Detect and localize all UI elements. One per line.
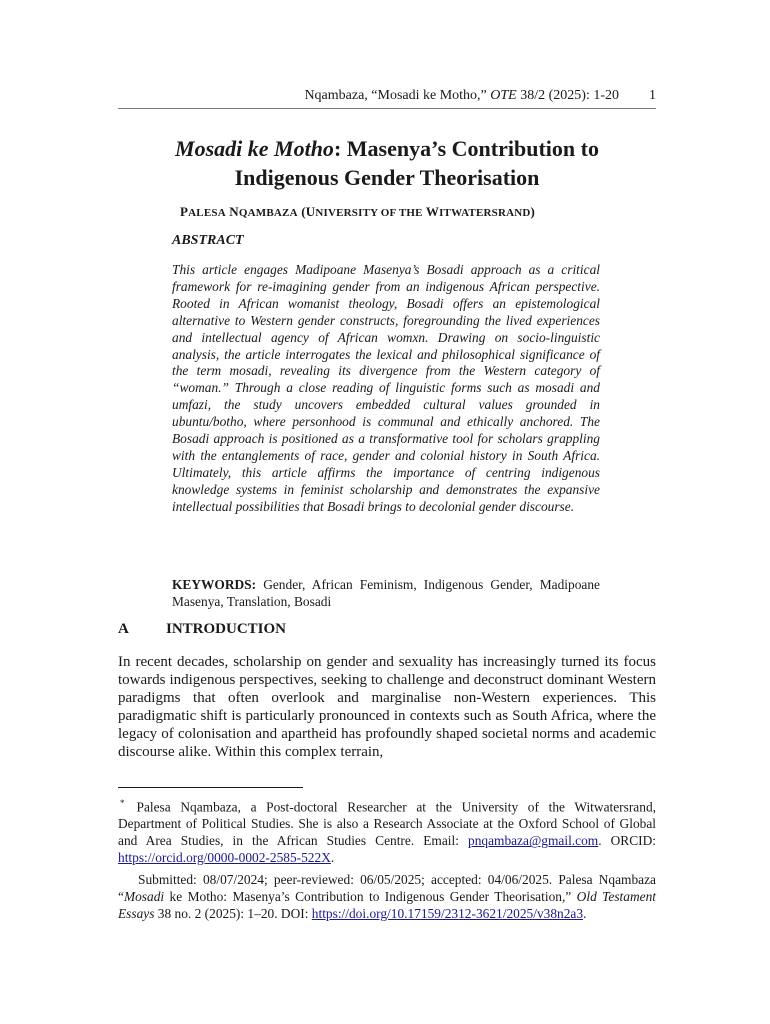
abstract-heading: ABSTRACT — [172, 233, 244, 248]
doi-link[interactable]: https://doi.org/10.17159/2312-3621/2025/v38n2a3 — [311, 906, 584, 921]
title-line1: : Masenya’s Contribution to — [333, 136, 599, 161]
title-italic: Mosadi ke Motho — [175, 136, 334, 161]
section-heading — [118, 621, 286, 638]
article-title — [118, 134, 656, 192]
footnote-mark: * — [120, 798, 125, 808]
page-number: 1 — [649, 88, 656, 103]
title-line2: Indigenous Gender Theorisation — [234, 165, 540, 190]
email-link[interactable]: pnqambaza@gmail.com — [468, 833, 599, 849]
running-head: Nqambaza, “Mosadi ke Motho,” OTE 38/2 (2025): 1-20 — [304, 88, 619, 103]
running-header — [118, 88, 656, 109]
section-title: INTRODUCTION — [166, 621, 287, 637]
author-line: PALESA NQAMBAZA (UNIVERSITY OF THE WITWATERSRAND) — [180, 204, 536, 219]
footnote-rule — [118, 787, 303, 788]
orcid-link[interactable]: https://orcid.org/0000-0002-2585-522X — [118, 850, 331, 866]
keywords-text: Gender, African Feminism, Indigenous Gender, Madipoane Masenya, Translation, Bosadi — [172, 577, 600, 609]
author-footnote: * Palesa Nqambaza, a Post-doctoral Researcher at the University of the Witwatersrand, Department of Political Studies. She is also a Research Associate at the Oxford School of Global and Area Studies, in the African Studies Centre. Email: pnqambaza@gmail.com. ORCID: https://orcid.org/0000-0002-2585-522X. — [118, 798, 656, 866]
abstract-text: This article engages Madipoane Masenya’s Bosadi approach as a critical framework for re-imagining gender from an indigenous African perspective. Rooted in African womanist theology, Bosadi offers an epistemological alternative to Western gender constructs, foregrounding the lived experiences and intellectual agency of African womxn. Drawing on socio-linguistic analysis, the article interrogates the lexical and philosophical significance of the term mosadi, revealing its divergence from the Western category of “woman.” Through a close reading of linguistic forms such as mosadi and umfazi, the study uncovers embedded cultural values grounded in ubuntu/botho, where personhood is communal and ethically anchored. The Bosadi approach is positioned as a transformative tool for scholars grappling with the entanglements of race, gender and colonial history in South Africa. Ultimately, this article affirms the importance of centring indigenous knowledge systems in feminist scholarship and demonstrates the expansive intellectual possibilities that Bosadi brings to decolonial gender discourse. — [172, 262, 600, 514]
body-paragraph: In recent decades, scholarship on gender and sexuality has increasingly turned its focus towards indigenous perspectives, seeking to challenge and deconstruct dominant Western paradigms that often overlook and marginalise non-Western experiences. This paradigmatic shift is particularly pronounced in contexts such as South Africa, where the legacy of colonisation and apartheid has profoundly shaped societal norms and academic discourse alike. Within this complex terrain, — [118, 654, 656, 760]
section-letter: A — [118, 621, 129, 637]
citation-footnote: Submitted: 08/07/2024; peer-reviewed: 06/05/2025; accepted: 04/06/2025. Palesa Nqambaza “Mosadi ke Motho: Masenya’s Contribution to Indigenous Gender Theorisation,” Old Testament Essays 38 no. 2 (2025): 1–20. DOI: https://doi.org/10.17159/2312-3621/2025/v38n2a3. — [118, 872, 656, 921]
journal-abbrev: OTE — [490, 88, 517, 103]
keywords — [172, 576, 600, 610]
keywords-label: KEYWORDS: — [172, 577, 257, 592]
journal-name: Old Testament Essays — [118, 889, 656, 921]
